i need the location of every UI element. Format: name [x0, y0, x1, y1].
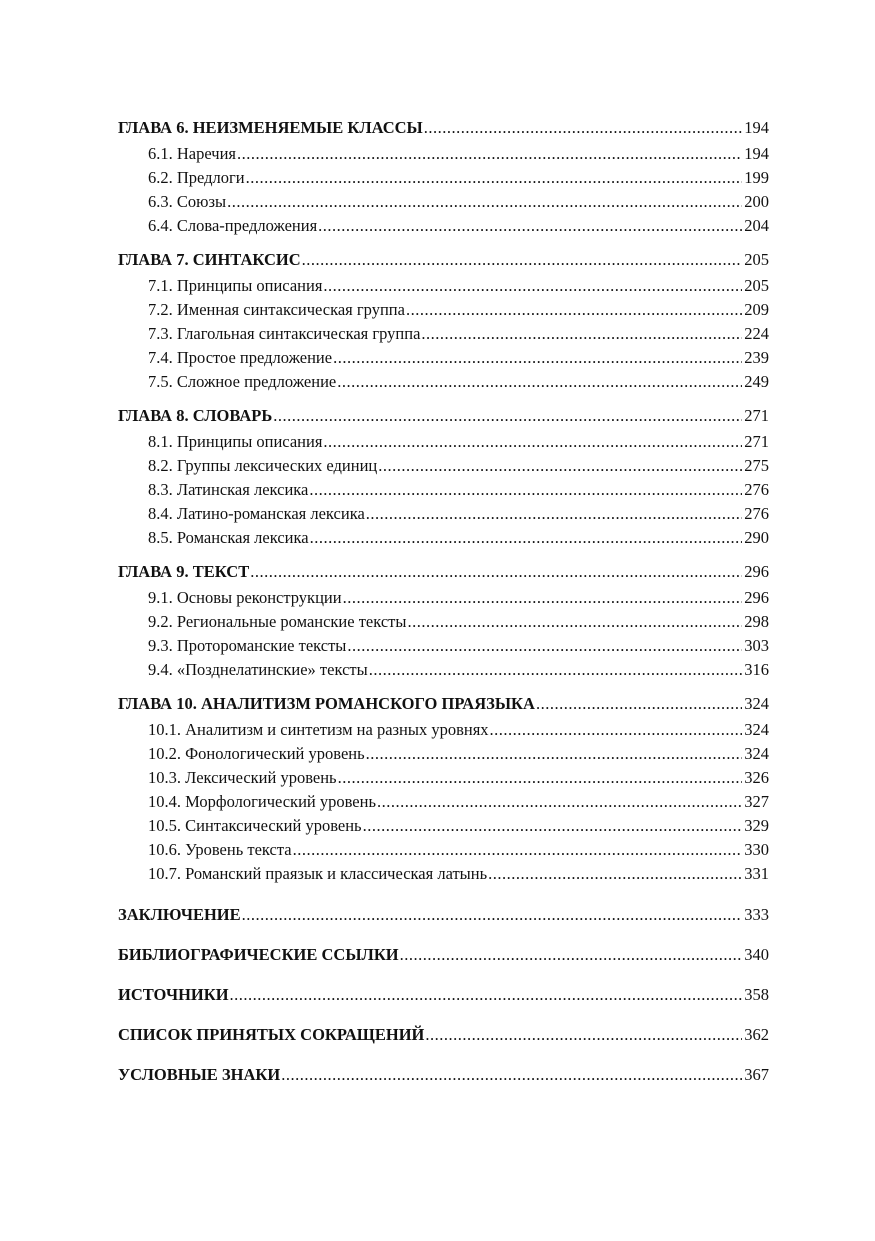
leader-dots	[250, 558, 742, 586]
section-title: 10.6. Уровень текста	[148, 840, 292, 859]
toc-back-matter-item	[118, 900, 769, 930]
section-page: 331	[744, 864, 769, 883]
section-title: 7.4. Простое предложение	[148, 348, 333, 367]
toc-section	[118, 478, 769, 502]
section-page: 200	[744, 192, 769, 211]
toc-section	[118, 214, 769, 238]
leader-dots	[338, 766, 743, 790]
section-page: 205	[744, 276, 769, 295]
chapter-title: ГЛАВА 10. АНАЛИТИЗМ РОМАНСКОГО ПРАЯЗЫКА	[118, 694, 535, 713]
leader-dots	[237, 142, 742, 166]
leader-dots	[378, 454, 742, 478]
leader-dots	[246, 166, 743, 190]
leader-dots	[310, 526, 743, 550]
chapter-title: ГЛАВА 6. НЕИЗМЕНЯЕМЫЕ КЛАССЫ	[118, 118, 423, 137]
leader-dots	[369, 658, 743, 682]
leader-dots	[323, 430, 742, 454]
toc-section	[118, 274, 769, 298]
back-matter-page: 333	[744, 905, 769, 924]
leader-dots	[406, 298, 742, 322]
leader-dots	[424, 114, 743, 142]
leader-dots	[366, 742, 743, 766]
section-page: 239	[744, 348, 769, 367]
section-title: 8.5. Романская лексика	[148, 528, 309, 547]
toc-section	[118, 346, 769, 370]
toc-section	[118, 586, 769, 610]
toc-section	[118, 838, 769, 862]
leader-dots	[343, 586, 743, 610]
leader-dots	[425, 1020, 742, 1050]
toc-section	[118, 430, 769, 454]
chapter-page: 324	[744, 694, 769, 713]
section-page: 290	[744, 528, 769, 547]
toc-chapter	[118, 246, 769, 274]
toc-section	[118, 766, 769, 790]
chapter-page: 296	[744, 562, 769, 581]
section-title: 9.3. Протороманские тексты	[148, 636, 347, 655]
back-matter-title: СПИСОК ПРИНЯТЫХ СОКРАЩЕНИЙ	[118, 1025, 425, 1044]
section-page: 275	[744, 456, 769, 475]
toc-back-matter-item	[118, 1020, 769, 1050]
leader-dots	[302, 246, 743, 274]
back-matter-page: 358	[744, 985, 769, 1004]
toc-section	[118, 634, 769, 658]
leader-dots	[323, 274, 742, 298]
toc-chapter	[118, 402, 769, 430]
leader-dots	[421, 322, 742, 346]
leader-dots	[490, 718, 743, 742]
section-page: 329	[744, 816, 769, 835]
toc-section	[118, 814, 769, 838]
section-page: 249	[744, 372, 769, 391]
section-page: 204	[744, 216, 769, 235]
toc-back-matter-item	[118, 980, 769, 1010]
section-title: 9.2. Региональные романские тексты	[148, 612, 407, 631]
leader-dots	[309, 478, 742, 502]
section-title: 10.5. Синтаксический уровень	[148, 816, 362, 835]
section-title: 9.4. «Позднелатинские» тексты	[148, 660, 368, 679]
chapter-page: 194	[744, 118, 769, 137]
section-title: 6.4. Слова-предложения	[148, 216, 318, 235]
section-title: 10.2. Фонологический уровень	[148, 744, 365, 763]
toc-section	[118, 454, 769, 478]
back-matter-title: ИСТОЧНИКИ	[118, 985, 229, 1004]
toc-section	[118, 190, 769, 214]
section-title: 8.1. Принципы описания	[148, 432, 323, 451]
section-page: 324	[744, 744, 769, 763]
back-matter-title: ЗАКЛЮЧЕНИЕ	[118, 905, 241, 924]
back-matter-page: 367	[744, 1065, 769, 1084]
section-page: 298	[744, 612, 769, 631]
toc-section	[118, 862, 769, 886]
back-matter-title: УСЛОВНЫЕ ЗНАКИ	[118, 1065, 281, 1084]
section-page: 276	[744, 480, 769, 499]
section-title: 6.2. Предлоги	[148, 168, 245, 187]
section-title: 7.5. Сложное предложение	[148, 372, 337, 391]
toc-section	[118, 298, 769, 322]
leader-dots	[230, 980, 743, 1010]
chapter-page: 205	[744, 250, 769, 269]
leader-dots	[281, 1060, 742, 1090]
toc-chapter	[118, 558, 769, 586]
table-of-contents	[118, 114, 769, 1090]
section-title: 7.3. Глагольная синтаксическая группа	[148, 324, 421, 343]
toc-back-matter-item	[118, 940, 769, 970]
leader-dots	[242, 900, 743, 930]
toc-section	[118, 370, 769, 394]
back-matter-title: БИБЛИОГРАФИЧЕСКИЕ ССЫЛКИ	[118, 945, 399, 964]
section-page: 199	[744, 168, 769, 187]
section-title: 6.3. Союзы	[148, 192, 227, 211]
toc-chapter	[118, 114, 769, 142]
section-page: 209	[744, 300, 769, 319]
leader-dots	[273, 402, 742, 430]
toc-section	[118, 742, 769, 766]
toc-section	[118, 790, 769, 814]
section-page: 271	[744, 432, 769, 451]
section-page: 326	[744, 768, 769, 787]
section-page: 316	[744, 660, 769, 679]
back-matter-page: 340	[744, 945, 769, 964]
section-title: 7.1. Принципы описания	[148, 276, 323, 295]
toc-section	[118, 526, 769, 550]
chapter-page: 271	[744, 406, 769, 425]
section-title: 10.3. Лексический уровень	[148, 768, 337, 787]
toc-section	[118, 718, 769, 742]
leader-dots	[337, 370, 742, 394]
back-matter-page: 362	[744, 1025, 769, 1044]
section-page: 303	[744, 636, 769, 655]
chapter-title: ГЛАВА 9. ТЕКСТ	[118, 562, 250, 581]
leader-dots	[377, 790, 742, 814]
toc-section	[118, 142, 769, 166]
toc-section	[118, 610, 769, 634]
section-title: 6.1. Наречия	[148, 144, 236, 163]
section-page: 276	[744, 504, 769, 523]
section-title: 10.1. Аналитизм и синтетизм на разных уровнях	[148, 720, 489, 739]
section-title: 8.3. Латинская лексика	[148, 480, 309, 499]
toc-section	[118, 166, 769, 190]
leader-dots	[227, 190, 742, 214]
leader-dots	[318, 214, 742, 238]
section-page: 327	[744, 792, 769, 811]
leader-dots	[488, 862, 742, 886]
leader-dots	[333, 346, 742, 370]
section-title: 7.2. Именная синтаксическая группа	[148, 300, 405, 319]
section-title: 10.4. Морфологический уровень	[148, 792, 376, 811]
section-page: 224	[744, 324, 769, 343]
toc-section	[118, 502, 769, 526]
toc-chapter	[118, 690, 769, 718]
section-page: 324	[744, 720, 769, 739]
section-title: 10.7. Романский праязык и классическая латынь	[148, 864, 488, 883]
leader-dots	[347, 634, 742, 658]
section-page: 296	[744, 588, 769, 607]
section-title: 8.4. Латино-романская лексика	[148, 504, 365, 523]
leader-dots	[407, 610, 742, 634]
section-title: 9.1. Основы реконструкции	[148, 588, 342, 607]
toc-section	[118, 322, 769, 346]
leader-dots	[363, 814, 743, 838]
section-title: 8.2. Группы лексических единиц	[148, 456, 378, 475]
leader-dots	[536, 690, 742, 718]
section-page: 330	[744, 840, 769, 859]
leader-dots	[293, 838, 743, 862]
section-page: 194	[744, 144, 769, 163]
toc-back-matter-item	[118, 1060, 769, 1090]
leader-dots	[366, 502, 742, 526]
leader-dots	[400, 940, 743, 970]
chapter-title: ГЛАВА 7. СИНТАКСИС	[118, 250, 301, 269]
toc-section	[118, 658, 769, 682]
chapter-title: ГЛАВА 8. СЛОВАРЬ	[118, 406, 273, 425]
